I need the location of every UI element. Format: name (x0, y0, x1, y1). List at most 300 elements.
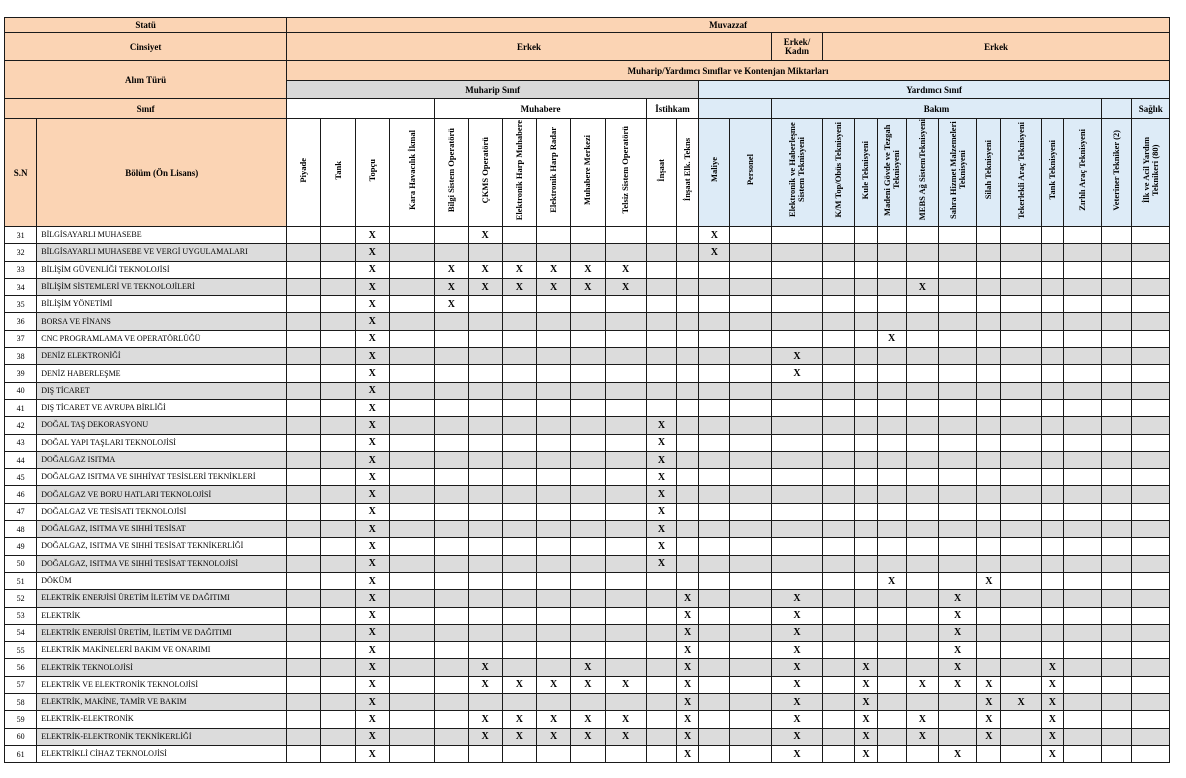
mark-cell: X (355, 244, 389, 261)
mark-cell (537, 659, 571, 676)
mark-cell (646, 642, 676, 659)
row-sn: 55 (5, 642, 37, 659)
mark-cell (1001, 711, 1041, 728)
mark-cell (1132, 278, 1170, 295)
mark-cell (823, 365, 855, 382)
mark-cell (730, 486, 771, 503)
mark-cell (1041, 313, 1063, 330)
column-header-label: Zırhlı Araç Teknisyeni (1077, 129, 1088, 211)
mark-cell (1001, 607, 1041, 624)
mark-cell (287, 486, 321, 503)
mark-cell (1102, 244, 1132, 261)
mark-cell (1041, 503, 1063, 520)
mark-cell (468, 296, 502, 313)
row-sn: 46 (5, 486, 37, 503)
mark-cell (1001, 642, 1041, 659)
mark-cell (321, 590, 355, 607)
row-sn: 47 (5, 503, 37, 520)
muhabere-header: Muhabere (435, 99, 647, 119)
mark-cell (537, 434, 571, 451)
mark-cell (287, 365, 321, 382)
mark-cell (877, 296, 906, 313)
column-header-label: Kule Teknisyeni (860, 140, 871, 200)
mark-cell (1102, 399, 1132, 416)
mark-cell (877, 451, 906, 468)
mark-cell (605, 642, 646, 659)
mark-cell (1063, 659, 1101, 676)
mark-cell (502, 417, 536, 434)
mark-cell (1001, 244, 1041, 261)
table-row (5, 365, 1170, 382)
mark-cell (435, 676, 468, 693)
mark-cell (321, 365, 355, 382)
mark-cell (906, 261, 938, 278)
mark-cell (1001, 555, 1041, 572)
mark-cell (877, 503, 906, 520)
mark-cell: X (355, 469, 389, 486)
mark-cell (977, 296, 1001, 313)
mark-cell (1063, 486, 1101, 503)
mark-cell: X (646, 451, 676, 468)
mark-cell: X (355, 382, 389, 399)
mark-cell (771, 244, 822, 261)
mark-cell (571, 227, 605, 244)
mark-cell (730, 538, 771, 555)
mark-cell (938, 486, 976, 503)
mark-cell (1041, 434, 1063, 451)
row-sn: 34 (5, 278, 37, 295)
mark-cell (1063, 572, 1101, 589)
mark-cell: X (355, 694, 389, 711)
mark-cell (389, 227, 434, 244)
mark-cell (537, 469, 571, 486)
mark-cell (977, 521, 1001, 538)
mark-cell (502, 590, 536, 607)
mark-cell (877, 590, 906, 607)
row-sn: 45 (5, 469, 37, 486)
mark-cell (1041, 417, 1063, 434)
row-department-name: ELEKTRİK-ELEKTRONİK (37, 711, 287, 728)
alim-turu-row (5, 61, 1170, 81)
mark-cell (977, 659, 1001, 676)
mark-cell (1102, 261, 1132, 278)
personnel-table-container (4, 17, 1170, 763)
mark-cell (321, 728, 355, 745)
mark-cell (977, 227, 1001, 244)
mark-cell (823, 538, 855, 555)
mark-cell: X (355, 278, 389, 295)
mark-cell (938, 694, 976, 711)
mark-cell: X (537, 676, 571, 693)
column-header (1063, 119, 1101, 227)
mark-cell (571, 296, 605, 313)
mark-cell (855, 607, 877, 624)
mark-cell (823, 642, 855, 659)
mark-cell (855, 278, 877, 295)
mark-cell: X (355, 590, 389, 607)
row-sn: 59 (5, 711, 37, 728)
mark-cell (605, 451, 646, 468)
mark-cell (1001, 590, 1041, 607)
mark-cell (502, 469, 536, 486)
column-header-row (5, 119, 1170, 227)
mark-cell (938, 572, 976, 589)
mark-cell (646, 572, 676, 589)
mark-cell (389, 728, 434, 745)
mark-cell (571, 451, 605, 468)
mark-cell (1041, 555, 1063, 572)
mark-cell (906, 572, 938, 589)
mark-cell (1063, 434, 1101, 451)
mark-cell (321, 348, 355, 365)
mark-cell (730, 503, 771, 520)
mark-cell (699, 382, 730, 399)
mark-cell (605, 244, 646, 261)
mark-cell (468, 469, 502, 486)
mark-cell (646, 659, 676, 676)
mark-cell (1001, 296, 1041, 313)
mark-cell (1132, 365, 1170, 382)
mark-cell (906, 434, 938, 451)
mark-cell (877, 417, 906, 434)
mark-cell (537, 486, 571, 503)
mark-cell (537, 555, 571, 572)
mark-cell (1102, 278, 1132, 295)
mark-cell (677, 227, 699, 244)
mark-cell (646, 399, 676, 416)
mark-cell (605, 313, 646, 330)
mark-cell (1063, 348, 1101, 365)
mark-cell (938, 330, 976, 347)
mark-cell (321, 572, 355, 589)
mark-cell (389, 607, 434, 624)
mark-cell (855, 555, 877, 572)
mark-cell (906, 313, 938, 330)
mark-cell (435, 503, 468, 520)
mark-cell (389, 313, 434, 330)
mark-cell (906, 659, 938, 676)
mark-cell (1132, 469, 1170, 486)
mark-cell (1132, 348, 1170, 365)
mark-cell (1001, 365, 1041, 382)
column-header-label: Elektronik Harp Muhabere (513, 119, 524, 221)
column-header-label: İnşaat Elk. Tekns (682, 138, 693, 202)
mark-cell: X (571, 711, 605, 728)
mark-cell (823, 261, 855, 278)
mark-cell (1102, 694, 1132, 711)
bakim-header: Bakım (771, 99, 1101, 119)
mark-cell (1001, 417, 1041, 434)
mark-cell (1063, 382, 1101, 399)
mark-cell (1001, 745, 1041, 762)
mark-cell (938, 227, 976, 244)
mark-cell (855, 313, 877, 330)
mark-cell (502, 745, 536, 762)
mark-cell (605, 469, 646, 486)
mark-cell (1102, 676, 1132, 693)
mark-cell (1063, 227, 1101, 244)
mark-cell (287, 244, 321, 261)
mark-cell (605, 694, 646, 711)
mark-cell (938, 521, 976, 538)
mark-cell (321, 555, 355, 572)
mark-cell (389, 624, 434, 641)
mark-cell (537, 244, 571, 261)
mark-cell (321, 607, 355, 624)
row-department-name: ELEKTRİK, MAKİNE, TAMİR VE BAKIM (37, 694, 287, 711)
mark-cell: X (605, 728, 646, 745)
mark-cell (877, 624, 906, 641)
mark-cell (823, 676, 855, 693)
mark-cell (389, 590, 434, 607)
mark-cell: X (355, 486, 389, 503)
mark-cell: X (502, 278, 536, 295)
mark-cell: X (938, 659, 976, 676)
statu-label: Statü (5, 18, 287, 33)
mark-cell: X (977, 694, 1001, 711)
mark-cell (977, 278, 1001, 295)
mark-cell (906, 417, 938, 434)
table-row (5, 538, 1170, 555)
mark-cell (321, 642, 355, 659)
mark-cell (699, 624, 730, 641)
mark-cell (389, 434, 434, 451)
mark-cell (287, 694, 321, 711)
mark-cell (468, 503, 502, 520)
mark-cell (855, 434, 877, 451)
mark-cell: X (906, 278, 938, 295)
mark-cell (468, 348, 502, 365)
mark-cell (699, 607, 730, 624)
mark-cell (977, 313, 1001, 330)
mark-cell (571, 244, 605, 261)
mark-cell (605, 521, 646, 538)
mark-cell (389, 451, 434, 468)
mark-cell (1132, 313, 1170, 330)
mark-cell (877, 607, 906, 624)
mark-cell: X (677, 624, 699, 641)
mark-cell (771, 469, 822, 486)
mark-cell (287, 348, 321, 365)
mark-cell (502, 348, 536, 365)
mark-cell (938, 313, 976, 330)
mark-cell (389, 417, 434, 434)
mark-cell (1063, 417, 1101, 434)
mark-cell (468, 607, 502, 624)
mark-cell: X (571, 261, 605, 278)
column-header-label: Sahra Hizmet Malzemeleri Teknisyeni (947, 121, 967, 219)
mark-cell (855, 572, 877, 589)
mark-cell (1102, 538, 1132, 555)
mark-cell (468, 572, 502, 589)
mark-cell (823, 348, 855, 365)
mark-cell (855, 624, 877, 641)
mark-cell: X (646, 434, 676, 451)
mark-cell (771, 486, 822, 503)
mark-cell (823, 451, 855, 468)
mark-cell (537, 503, 571, 520)
mark-cell (571, 521, 605, 538)
mark-cell (823, 227, 855, 244)
row-sn: 60 (5, 728, 37, 745)
mark-cell (287, 590, 321, 607)
mark-cell (1132, 624, 1170, 641)
mark-cell (1132, 451, 1170, 468)
mark-cell (502, 555, 536, 572)
mark-cell (1063, 694, 1101, 711)
table-row (5, 244, 1170, 261)
mark-cell (699, 694, 730, 711)
mark-cell (321, 244, 355, 261)
mark-cell (771, 382, 822, 399)
mark-cell: X (355, 296, 389, 313)
mark-cell (389, 244, 434, 261)
row-sn: 58 (5, 694, 37, 711)
mark-cell (321, 261, 355, 278)
mark-cell (287, 330, 321, 347)
mark-cell (1132, 590, 1170, 607)
table-row (5, 296, 1170, 313)
mark-cell (1063, 451, 1101, 468)
mark-cell (321, 538, 355, 555)
mark-cell: X (468, 676, 502, 693)
mark-cell (468, 365, 502, 382)
mark-cell (823, 590, 855, 607)
mark-cell (321, 399, 355, 416)
mark-cell: X (571, 659, 605, 676)
mark-cell (855, 399, 877, 416)
mark-cell (823, 624, 855, 641)
row-department-name: ELEKTRİK MAKİNELERİ BAKIM VE ONARIMI (37, 642, 287, 659)
mark-cell (1132, 555, 1170, 572)
column-header-label: Elektronik ve Haberleşme Sistem Teknisyeni (786, 122, 806, 218)
mark-cell (321, 417, 355, 434)
mark-cell (1041, 330, 1063, 347)
mark-cell (389, 659, 434, 676)
mark-cell (730, 590, 771, 607)
mark-cell (1102, 728, 1132, 745)
row-sn: 43 (5, 434, 37, 451)
sn-header: S.N (5, 119, 37, 227)
mark-cell (730, 676, 771, 693)
mark-cell (468, 451, 502, 468)
mark-cell (537, 313, 571, 330)
mark-cell (699, 676, 730, 693)
mark-cell (730, 572, 771, 589)
mark-cell (1063, 538, 1101, 555)
mark-cell (938, 382, 976, 399)
mark-cell (855, 538, 877, 555)
mark-cell (1041, 469, 1063, 486)
mark-cell: X (355, 572, 389, 589)
mark-cell (771, 538, 822, 555)
mark-cell (823, 607, 855, 624)
mark-cell (287, 382, 321, 399)
mark-cell (771, 227, 822, 244)
mark-cell (1041, 642, 1063, 659)
mark-cell (287, 227, 321, 244)
mark-cell: X (468, 278, 502, 295)
mark-cell (605, 624, 646, 641)
mark-cell (699, 555, 730, 572)
column-header (877, 119, 906, 227)
column-header-label: Veteriner Tekniker (2) (1111, 129, 1122, 211)
statu-value: Muvazzaf (287, 18, 1170, 33)
row-department-name: ELEKTRİK ENERJİSİ ÜRETİM İLETİM VE DAĞITIMI (37, 590, 287, 607)
mark-cell (571, 590, 605, 607)
mark-cell: X (906, 728, 938, 745)
mark-cell (699, 711, 730, 728)
mark-cell: X (502, 261, 536, 278)
mark-cell (321, 694, 355, 711)
mark-cell: X (855, 676, 877, 693)
mark-cell (605, 227, 646, 244)
mark-cell (730, 607, 771, 624)
mark-cell (468, 434, 502, 451)
mark-cell: X (435, 296, 468, 313)
mark-cell (977, 590, 1001, 607)
row-department-name: ELEKTRİK VE ELEKTRONİK TEKNOLOJİSİ (37, 676, 287, 693)
mark-cell (389, 711, 434, 728)
mark-cell (1001, 728, 1041, 745)
mark-cell (1041, 538, 1063, 555)
mark-cell (287, 676, 321, 693)
mark-cell (571, 469, 605, 486)
mark-cell (877, 538, 906, 555)
mark-cell (646, 244, 676, 261)
mark-cell: X (1041, 711, 1063, 728)
mark-cell (699, 348, 730, 365)
mark-cell (321, 434, 355, 451)
mark-cell: X (355, 348, 389, 365)
mark-cell (1063, 296, 1101, 313)
mark-cell (287, 572, 321, 589)
mark-cell: X (771, 642, 822, 659)
gender-erkek-left: Erkek (287, 33, 772, 61)
mark-cell (1041, 348, 1063, 365)
mark-cell (468, 590, 502, 607)
row-department-name: DOĞALGAZ ISITMA (37, 451, 287, 468)
mark-cell: X (771, 728, 822, 745)
mark-cell (1063, 261, 1101, 278)
mark-cell (1001, 313, 1041, 330)
mark-cell (906, 624, 938, 641)
table-row (5, 486, 1170, 503)
mark-cell (1102, 469, 1132, 486)
mark-cell (938, 538, 976, 555)
mark-cell (571, 745, 605, 762)
mark-cell: X (355, 659, 389, 676)
mark-cell (537, 296, 571, 313)
mark-cell: X (355, 711, 389, 728)
mark-cell (855, 521, 877, 538)
mark-cell (855, 590, 877, 607)
mark-cell: X (355, 503, 389, 520)
mark-cell (1001, 382, 1041, 399)
row-department-name: DÖKÜM (37, 572, 287, 589)
mark-cell: X (468, 261, 502, 278)
mark-cell (677, 296, 699, 313)
mark-cell (389, 572, 434, 589)
mark-cell: X (468, 728, 502, 745)
mark-cell (823, 486, 855, 503)
mark-cell (699, 434, 730, 451)
mark-cell (605, 503, 646, 520)
column-header (321, 119, 355, 227)
row-department-name: DENİZ ELEKTRONİĞİ (37, 348, 287, 365)
mark-cell (1063, 590, 1101, 607)
mark-cell: X (646, 417, 676, 434)
